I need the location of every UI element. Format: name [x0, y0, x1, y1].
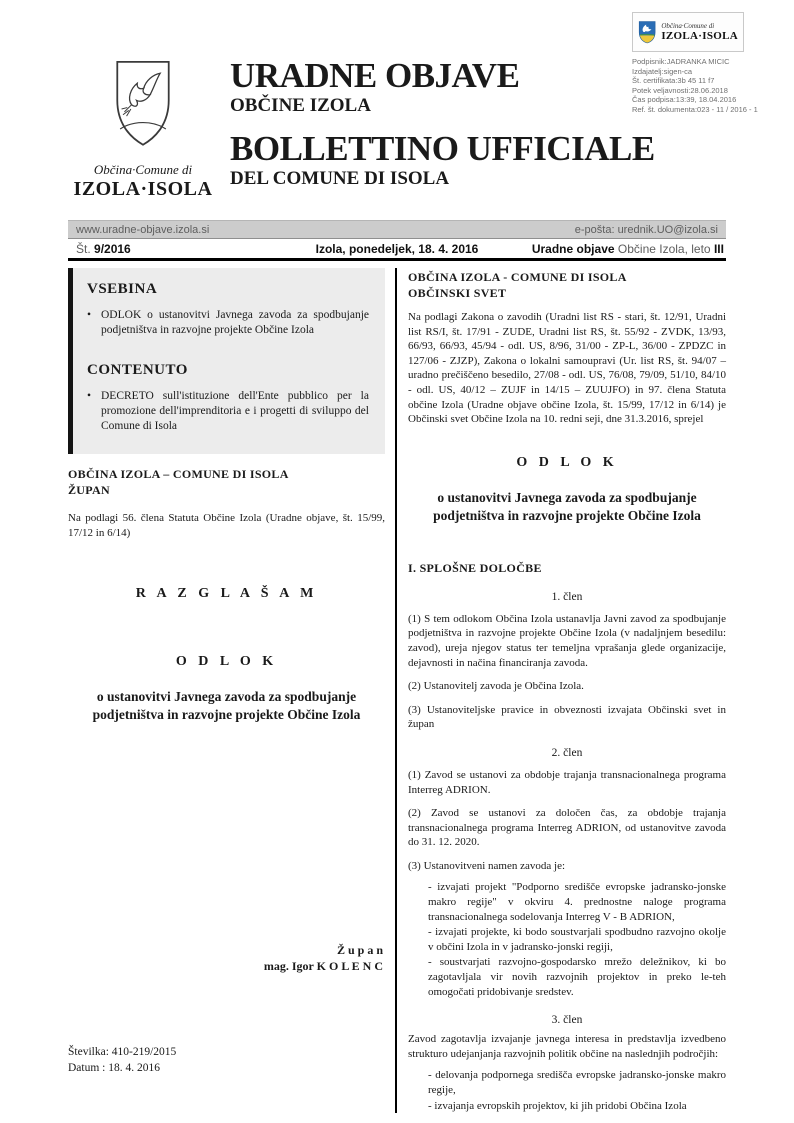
bulletin-title-sl: URADNE OBJAVE — [230, 56, 520, 95]
article-2-paragraph-1: (1) Zavod se ustanovi za obdobje trajanja transnacionalnega programa Interreg ADRION. — [408, 768, 726, 796]
toc-item-sl — [87, 308, 369, 338]
content-columns — [68, 268, 726, 1113]
municipality-prefix: Občina·Comune di — [93, 162, 193, 177]
decree-title-right: O D L O K — [516, 454, 618, 470]
article-3-list-item: - delovanja podpornega središča evropske jadransko-jonske makro regije, — [428, 1069, 726, 1096]
bulletin-titles — [218, 55, 655, 203]
toc-item-it-text: DECRETO sull'istituzione dell'Ente pubblico per la promozione dell'imprenditoria e i progetti di sviluppo del Comune di Isola — [101, 390, 369, 432]
edition-info — [509, 242, 726, 256]
toc-item-it — [87, 389, 369, 434]
decree-subtitle-left: o ustanovitvi Javnega zavoda za spodbujanje podjetništva in razvojne projekte Občine Izola — [92, 689, 361, 723]
issuing-body-heading-right — [408, 270, 726, 301]
article-3-paragraph-1: Zavod zagotavlja izvajanje javnega interesa in predstavlja izvedbeno strukturo udejanjanja razvojnih politik občine na naslednjih področjih: — [408, 1033, 726, 1060]
signature-ref-line: Ref. št. dokumenta:023 - 11 / 2016 - 1 — [632, 104, 758, 114]
signature-time-line: Čas podpisa:13:39, 18.04.2016 — [632, 95, 737, 105]
issuing-body-role-right: OBČINSKI SVET — [408, 285, 507, 300]
article-3-list-item: - izvajanja evropskih projektov, ki jih pridobi Občina Izola — [428, 1099, 687, 1112]
legal-basis-right: Na podlagi Zakona o zavodih (Uradni list RS - stari, št. 12/91, Uradni list RS/I, št. 17/91 - ZUDE, Uradni list RS, št. 55/92 - ZVDK, 13/93, 66/93, 66/93, 45/94 - odl. US, 8/96, 31/00 - ZP-L, 36/00 - ZPDZC in 127/06 - ZJZP), Zakona o lokalni samoupravi (Ur. list RS, št. 94/07 – uradno prečiščeno besedilo, 27/08 - odl. US, 76/08, 79/09, 51/10, 84/10 - odl. US, 40/12 – ZUJF in 14/15 – ZUUJFO) in 97. člena Statuta občine Izola (Uradne objave občine Izola, št. 15/99, 17/12 in 6/14) je Občinski svet Občine Izola na 10. redni seji, dne 31.3.2016, sprejel — [408, 311, 726, 426]
bullet-icon: • — [87, 390, 92, 402]
article-1-paragraph-3: (3) Ustanoviteljske pravice in obveznosti izvajata Občinski svet in župan — [408, 703, 726, 731]
right-column — [408, 268, 726, 1113]
bulletin-subtitle-it: DEL COMUNE DI ISOLA — [230, 168, 450, 189]
stamp-coat-of-arms-icon — [638, 16, 656, 48]
issuing-body-name-right: OBČINA IZOLA - COMUNE DI ISOLA — [408, 270, 627, 284]
stamp-org-prefix: Občina·Comune di — [661, 22, 715, 30]
header-rule — [68, 258, 726, 261]
article-1-paragraph-2: (2) Ustanovitelj zavoda je Občina Izola. — [408, 680, 584, 693]
article-3-list — [408, 1068, 726, 1113]
edition-municipality: Občine Izola, leto — [617, 242, 711, 256]
signature-name: mag. Igor K O L E N C — [263, 959, 383, 974]
signature-certificate-line: Št. certifikata:3b 45 11 f7 — [632, 76, 715, 86]
article-1-heading: 1. člen — [551, 590, 583, 603]
signature-issuer-line: Izdajatelj:sigen-ca — [632, 66, 693, 76]
signature-block — [68, 942, 385, 974]
left-column — [68, 268, 385, 1113]
coat-of-arms-icon — [107, 59, 179, 149]
proclamation-heading: R A Z G L A Š A M — [135, 586, 318, 602]
toc-box — [68, 268, 385, 454]
toc-item-sl-text: ODLOK o ustanovitvi Javnega zavoda za spodbujanje podjetništva in razvojne projekte Občine Izola — [101, 309, 369, 336]
signature-role: Ž u p a n — [336, 943, 383, 958]
article-2-paragraph-3: (3) Ustanovitveni namen zavoda je: — [408, 859, 566, 872]
website-url: www.uradne-objave.izola.si — [76, 223, 210, 236]
article-2-heading: 2. člen — [551, 746, 583, 759]
section-1-heading: I. SPLOŠNE DOLOČBE — [408, 560, 542, 575]
article-2-paragraph-2: (2) Zavod se ustanovi za določen čas, za obdobje trajanja transnacionalnega programa Interreg ADRION, od ustanovitve zavoda do 31. 12. 2020. — [408, 807, 726, 849]
masthead — [68, 55, 726, 203]
email-address: e-pošta: urednik.UO@izola.si — [574, 223, 718, 236]
bulletin-subtitle-sl: OBČINE IZOLA — [230, 95, 371, 116]
decree-subtitle-right: o ustanovitvi Javnega zavoda za spodbujanje podjetništva in razvojne projekte Občine Izola — [433, 489, 701, 523]
bullet-icon: • — [87, 309, 92, 321]
article-1-paragraph-1: (1) S tem odlokom Občina Izola ustanavlja Javni zavod za spodbujanje podjetništva in razvojne projekte Občine Izola (v nadaljnjem besedilu: zavod), ureja njegov status ter temeljna vprašanja glede organizacije, dejavnosti in načina financiranja zavoda. — [408, 612, 726, 669]
signature-signer-line: Podpisnik:JADRANKA MICIC — [632, 57, 730, 66]
coat-of-arms-block — [68, 55, 218, 203]
issuing-body-name: OBČINA IZOLA – COMUNE DI ISOLA — [68, 467, 289, 481]
publication-date: Izola, ponedeljek, 18. 4. 2016 — [315, 242, 479, 256]
edition-year: III — [713, 242, 724, 256]
issue-cell — [68, 242, 285, 256]
column-divider — [395, 268, 397, 1113]
bulletin-title-it: BOLLETTINO UFFICIALE — [230, 129, 655, 168]
issue-label: Št. — [76, 242, 91, 256]
document-date: Datum : 18. 4. 2016 — [68, 1062, 160, 1075]
article-2-list — [408, 880, 726, 999]
municipality-name: IZOLA·ISOLA — [73, 178, 213, 200]
decree-title-left: O D L O K — [175, 654, 278, 670]
signature-validity-line: Potek veljavnosti:28.06.2018 — [632, 85, 728, 95]
stamp-logo-box — [632, 12, 744, 52]
article-3-heading: 3. člen — [551, 1014, 583, 1027]
document-meta — [68, 1044, 385, 1076]
contact-bar — [68, 220, 726, 239]
stamp-org-block — [661, 22, 738, 42]
toc-title-it: CONTENUTO — [87, 362, 188, 378]
edition-title: Uradne objave — [531, 242, 615, 256]
toc-title-sl: VSEBINA — [87, 281, 158, 297]
legal-basis-left: Na podlagi 56. člena Statuta Občine Izola (Uradne objave, št. 15/99, 17/12 in 6/14) — [68, 512, 385, 539]
article-2-list-item: - izvajati projekte, ki bodo soustvarjali spodbudno razvojno okolje v občini Izola in v jadransko-jonski regiji, — [428, 926, 726, 953]
stamp-org-name: IZOLA·ISOLA — [661, 30, 738, 42]
issuing-body-heading-left — [68, 467, 385, 498]
issue-info-row — [68, 241, 726, 257]
issuing-body-role: ŽUPAN — [68, 482, 110, 497]
article-2-list-item: - izvajati projekt "Podporno središče evropske jadransko-jonske makro regije" v okviru 4. prednostne naloge programa transnacionalnega sodelovanja Interreg V - B ADRION, — [428, 881, 726, 923]
document-number: Številka: 410-219/2015 — [68, 1046, 177, 1059]
article-2-list-item: - soustvarjati razvojno-gospodarsko mrežo deležnikov, ki bo zagotavljala vir novih razvojnih projektov in preko le-teh omogočati pridobivanje sredstev. — [428, 956, 726, 998]
issue-number: 9/2016 — [94, 242, 131, 256]
